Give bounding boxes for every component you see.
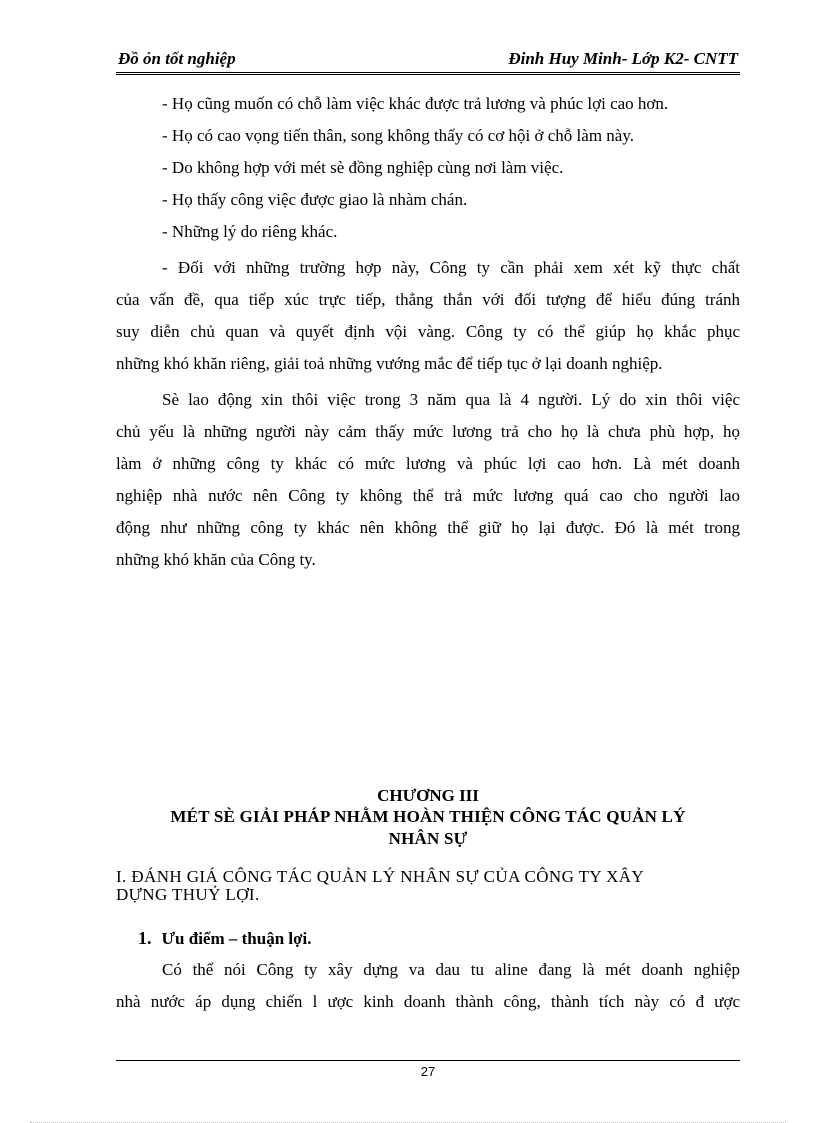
paragraph-line: những khó khăn của Công ty. <box>116 550 316 569</box>
footer-divider <box>116 1060 740 1061</box>
paragraph-line: nhà nước áp dụng chiến l ược kinh doanh thành công, thành tích này có đ ược <box>116 992 740 1011</box>
page-header <box>116 49 740 71</box>
chapter-title-line: MÉT SÈ GIẢI PHÁP NHẰM HOÀN THIỆN CÔNG TÁC QUẢN LÝ <box>170 807 686 826</box>
paragraph-resignations <box>116 384 740 576</box>
subsection-number: 1. <box>138 928 152 948</box>
paragraph-line: làm ở những công ty khác có mức lương và phúc lợi cao hơn. Là mét doanh <box>116 454 740 473</box>
list-item: - Những lý do riêng khác. <box>162 222 338 241</box>
header-divider <box>116 72 740 76</box>
subsection-title: Ưu điểm – thuận lợi. <box>161 929 312 948</box>
section-heading <box>116 868 740 904</box>
paragraph-line: nghiệp nhà nước nên Công ty không thể trả mức lương quá cao cho người lao <box>116 486 740 505</box>
list-item: - Họ cũng muốn có chỗ làm việc khác được trả lương và phúc lợi cao hơn. <box>162 94 669 113</box>
list-item: - Họ thấy công việc được giao là nhàm chán. <box>162 190 468 209</box>
paragraph-handling-cases <box>116 252 740 380</box>
paragraph-line: chủ yếu là những người này cảm thấy mức lương trả cho họ là chưa phù hợp, họ <box>116 422 740 441</box>
reasons-list <box>116 88 740 248</box>
chapter-heading <box>116 786 740 850</box>
paragraph-line: - Đối với những trường hợp này, Công ty cần phải xem xét kỹ thực chất <box>162 258 740 277</box>
list-item: - Họ có cao vọng tiến thân, song không thấy có cơ hội ở chỗ làm này. <box>162 126 634 145</box>
header-author: Đinh Huy Minh- Lớp K2- CNTT <box>508 49 738 68</box>
paragraph-line: động như những công ty khác nên không thể giữ họ lại được. Đó là mét trong <box>116 518 740 537</box>
section-number: I. <box>116 867 127 886</box>
paragraph-advantages <box>116 954 740 1018</box>
header-document-title: Đồ ỏn tốt nghiệp <box>118 49 236 68</box>
section-title-line: ĐÁNH GIÁ CÔNG TÁC QUẢN LÝ NHÂN SỰ CỦA CÔNG TY XÂY <box>126 867 645 886</box>
paragraph-line: Sè lao động xin thôi việc trong 3 năm qua là 4 người. Lý do xin thôi việc <box>162 390 740 409</box>
page-number: 27 <box>420 1064 436 1079</box>
chapter-title-line: NHÂN SỰ <box>388 829 468 848</box>
list-item: - Do không hợp với mét sè đồng nghiệp cùng nơi làm việc. <box>162 158 564 177</box>
section-title-line: DỰNG THUỶ LỢI. <box>116 885 260 904</box>
chapter-number: CHƯƠNG III <box>377 786 479 805</box>
subsection-heading <box>138 928 312 949</box>
paragraph-line: những khó khăn riêng, giải toả những vướng mắc để tiếp tục ở lại doanh nghiệp. <box>116 354 663 373</box>
paragraph-line: Có thể nói Công ty xây dựng va dau tu aline đang là mét doanh nghiệp <box>162 960 740 979</box>
paragraph-line: của vấn đề, qua tiếp xúc trực tiếp, thẳng thắn với đối tượng để hiểu đúng tránh <box>116 290 740 309</box>
paragraph-line: suy diễn chủ quan và quyết định vội vàng. Công ty có thể giúp họ khắc phục <box>116 322 740 341</box>
